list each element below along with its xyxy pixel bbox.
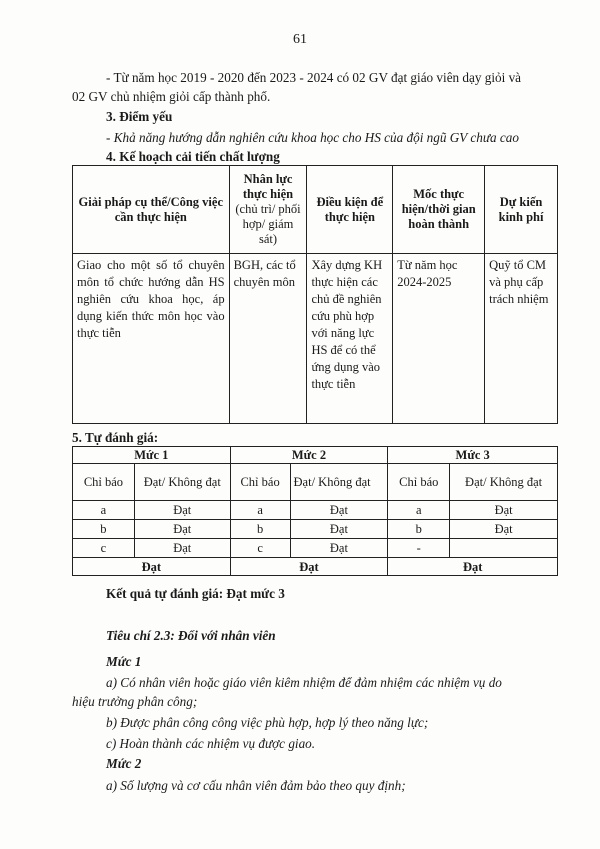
result-cell: Đạt [134, 501, 230, 520]
result-cell: Đạt [134, 520, 230, 539]
result-header-1: Đạt/ Không đạt [134, 464, 230, 501]
indicator-cell: b [388, 520, 450, 539]
level-header-row [73, 447, 558, 464]
result-cell: Đạt [290, 501, 388, 520]
criterion-item-c: c) Hoàn thành các nhiệm vụ được giao. [106, 736, 316, 751]
table-row [73, 520, 558, 539]
self-eval-result: Kết quả tự đánh giá: Đạt mức 3 [106, 586, 285, 601]
plan-heading: 4. Kế hoạch cải tiến chất lượng [106, 149, 280, 164]
table-row [73, 501, 558, 520]
level-1-header: Mức 1 [73, 447, 231, 464]
level-1-heading: Mức 1 [106, 654, 142, 669]
result-cell: Đạt [290, 539, 388, 558]
plan-header-conditions: Điều kiện để thực hiện [307, 166, 393, 254]
plan-cell-timeline: Từ năm học 2024-2025 [393, 254, 485, 424]
result-cell: Đạt [450, 520, 558, 539]
level-2-header: Mức 2 [230, 447, 388, 464]
criterion-item-a-line-2: hiệu trưởng phân công; [72, 694, 198, 709]
criterion-level-2-item-a: a) Số lượng và cơ cấu nhân viên đảm bảo theo quy định; [106, 778, 406, 793]
plan-row [73, 254, 558, 424]
result-header-2: Đạt/ Không đạt [290, 464, 388, 501]
indicator-cell: c [73, 539, 135, 558]
result-cell: Đạt [290, 520, 388, 539]
result-cell [450, 539, 558, 558]
improvement-plan-table [72, 165, 558, 424]
criterion-item-a-line-1: a) Có nhân viên hoặc giáo viên kiêm nhiệm để đảm nhiệm các nhiệm vụ do [106, 675, 502, 690]
level-2-heading: Mức 2 [106, 756, 142, 771]
indicator-cell: c [230, 539, 290, 558]
indicator-cell: b [230, 520, 290, 539]
plan-header-personnel [229, 166, 307, 254]
page-number: 61 [293, 32, 307, 47]
indicator-cell: - [388, 539, 450, 558]
column-header-row [73, 464, 558, 501]
intro-line-1: - Từ năm học 2019 - 2020 đến 2023 - 2024 có 02 GV đạt giáo viên dạy giỏi và [106, 70, 522, 85]
result-cell: Đạt [450, 501, 558, 520]
plan-cell-conditions: Xây dựng KH thực hiện các chủ đề nghiên cứu phù hợp với năng lực HS để có thể ứng dụng vào thực tiễn [307, 254, 393, 424]
indicator-cell: b [73, 520, 135, 539]
weakness-heading: 3. Điểm yếu [106, 109, 173, 124]
result-header-3: Đạt/ Không đạt [450, 464, 558, 501]
level-2-total: Đạt [230, 558, 388, 576]
plan-header-solution: Giải pháp cụ thể/Công việc cần thực hiện [73, 166, 230, 254]
self-eval-heading: 5. Tự đánh giá: [72, 430, 159, 445]
level-3-header: Mức 3 [388, 447, 558, 464]
plan-header-personnel-sub: (chủ trì/ phối hợp/ giám sát) [235, 202, 301, 246]
level-1-total: Đạt [73, 558, 231, 576]
totals-row [73, 558, 558, 576]
level-3-total: Đạt [388, 558, 558, 576]
plan-cell-budget: Quỹ tổ CM và phụ cấp trách nhiệm [485, 254, 558, 424]
plan-header-personnel-main: Nhân lực thực hiện [242, 172, 294, 201]
indicator-cell: a [230, 501, 290, 520]
result-cell: Đạt [134, 539, 230, 558]
indicator-header-2: Chỉ báo [230, 464, 290, 501]
plan-cell-solution: Giao cho một số tổ chuyên môn tổ chức hướng dẫn HS nghiên cứu khoa học, áp dụng kiến thức môn học vào thực tiễn [73, 254, 230, 424]
criterion-item-b: b) Được phân công công việc phù hợp, hợp lý theo năng lực; [106, 715, 429, 730]
weakness-text: - Khả năng hướng dẫn nghiên cứu khoa học cho HS của đội ngũ GV chưa cao [106, 130, 519, 145]
indicator-header-1: Chỉ báo [73, 464, 135, 501]
self-eval-table [72, 446, 558, 576]
indicator-cell: a [73, 501, 135, 520]
plan-header-budget: Dự kiến kinh phí [485, 166, 558, 254]
plan-header-timeline: Mốc thực hiện/thời gian hoàn thành [393, 166, 485, 254]
intro-line-2: 02 GV chủ nhiệm giỏi cấp thành phố. [72, 89, 271, 104]
criterion-title: Tiêu chí 2.3: Đối với nhân viên [106, 628, 276, 643]
table-row [73, 539, 558, 558]
plan-header-row [73, 166, 558, 254]
plan-cell-personnel: BGH, các tổ chuyên môn [229, 254, 307, 424]
indicator-header-3: Chỉ báo [388, 464, 450, 501]
indicator-cell: a [388, 501, 450, 520]
